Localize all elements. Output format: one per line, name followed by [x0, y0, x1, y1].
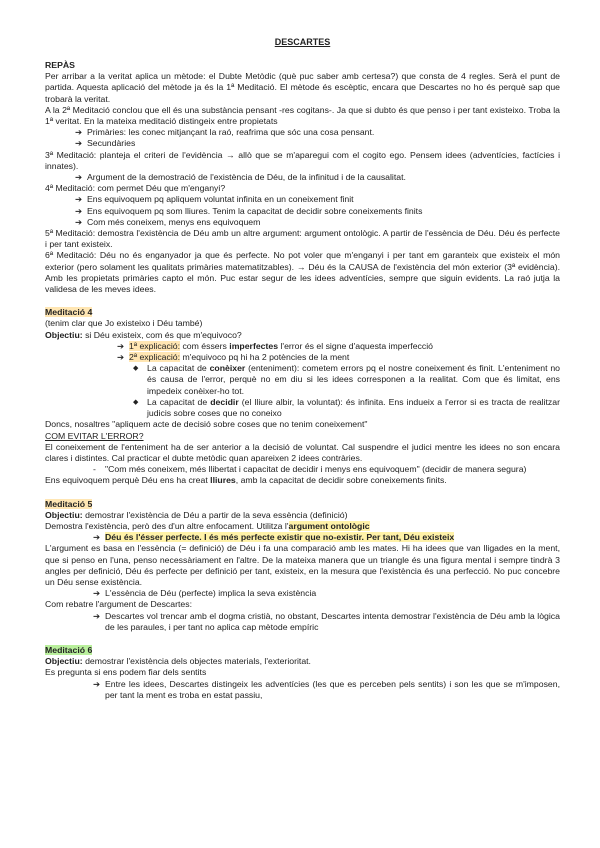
m4-paragraph: Doncs, nosaltres "apliquem acte de decisió sobre coses que no tenim coneixement" [45, 419, 368, 430]
bullet-item: ➔ Ens equivoquem pq apliquem voluntat infinita en un coneixement finit [75, 194, 354, 205]
document-page [45, 36, 560, 701]
diamond-icon: ◆ [133, 365, 139, 373]
m4-paragraph: El coneixement de l'enteniment ha de ser anterior a la decisió de voluntat. Cal suspendre el judici mentre les idees no son encara clares i distintes. Cal practicar el dubte metòdic quan apareixen 2 idees contràries. [45, 441, 560, 463]
m5-objective: Objectiu: demostrar l'existència de Déu a partir de la seva essència (definició) [45, 509, 348, 520]
repas-paragraph: 4ª Meditació: com permet Déu que m'enganyi? [45, 183, 226, 194]
section-heading-m6: Meditació 6 [45, 644, 93, 655]
sub-bullet-item: ◆ La capacitat de decidir (el lliure albir, la voluntat): és infinita. Ens indueix a l'error si es tracta de realitzar judicis sobre coses que no coneixo [133, 396, 560, 419]
arrow-icon: ➔ [117, 352, 125, 363]
bullet-item: ➔ Secundàries [75, 138, 136, 149]
m6-objective: Objectiu: demostrar l'existència dels objectes materials, l'exterioritat. [45, 656, 311, 667]
m6-paragraph: Es pregunta si ens podem fiar dels sentits [45, 667, 207, 678]
page-title: DESCARTES [274, 37, 331, 47]
bullet-item: ➔ Argument de la demostració de l'existència de Déu, de la infinitud i de la causalitat. [75, 172, 406, 183]
repas-paragraph: Per arribar a la veritat aplica un mètode: el Dubte Metòdic (què puc saber amb certesa?) que consta de 4 regles. Serà el punt de partida. Aquesta aplicació del mètode ja és la 1ª Meditació. El mètode és escèptic, encara que Descartes no ho és perquè sap que trobarà la veritat. [45, 71, 560, 104]
arrow-icon: ➔ [75, 205, 83, 216]
repas-paragraph: 3ª Meditació: planteja el criteri de l'evidència → allò que se m'aparegui com el cogito ego. Pensem idees (adventícies, factícies i innates). [45, 149, 560, 171]
bullet-item: ➔ Descartes vol trencar amb el dogma cristià, no obstant, Descartes intenta demostrar l'existència de Déu amb la lògica de les paraules, i per tant no aplica cap mètode empíric [93, 610, 560, 632]
bullet-item: ➔ 2ª explicació: m'equivoco pq hi ha 2 potències de la ment [117, 352, 350, 363]
arrow-icon: ➔ [93, 532, 101, 543]
m4-paragraph: Ens equivoquem perquè Déu ens ha creat lliures, amb la capacitat de decidir sobre coneixements finits. [45, 475, 447, 486]
arrow-icon: ➔ [75, 172, 83, 183]
section-heading-m4: Meditació 4 [45, 307, 93, 318]
bullet-item: ➔ Ens equivoquem pq som lliures. Tenim la capacitat de decidir sobre coneixements finits [75, 205, 423, 216]
m5-paragraph: Demostra l'existència, però des d'un altre enfocament. Utilitza l'argument ontològic [45, 520, 370, 531]
bullet-item: ➔ Com més coneixem, menys ens equivoquem [75, 216, 261, 227]
bullet-item: ➔ Entre les idees, Descartes distingeix les adventícies (les que es perceben pels sentits) i son les que se m'imposen, per tant la ment es troba en estat passiu, [93, 678, 560, 700]
bullet-item: ➔ 1ª explicació: com éssers imperfectes l'error és el signe d'aquesta imperfecció [117, 340, 434, 351]
arrow-icon: ➔ [75, 138, 83, 149]
arrow-icon: ➔ [75, 216, 83, 227]
arrow-icon: ➔ [93, 678, 101, 689]
repas-paragraph: 6ª Meditació: Déu no és enganyador ja que és perfecte. No pot voler que m'enganyi i per tant em garanteix que existeix el món exterior (pero solament les qualitats primàries matematitzables). → Déu és la CAUSA de l'existència del món exterior (3ª evidència). Amb les propietats primàries capto el món. Puc estar segur de les idees adventícies, sempre que siguin evidents. La raó jutja la validesa de les meves idees. [45, 250, 560, 295]
arrow-icon: ➔ [93, 588, 101, 599]
bullet-item: ➔ Primàries: les conec mitjançant la raó, reafrima que sóc una cosa pensant. [75, 127, 375, 138]
repas-paragraph: 5ª Meditació: demostra l'existència de Déu amb un altre argument: argument ontològic. A partir de l'essència de Déu. Déu és perfecte i per tant existeix. [45, 228, 560, 250]
repas-paragraph: A la 2ª Meditació conclou que ell és una substància pensant -res cogitans-. Ja que si dubto és que penso i per tant existeixo. Troba la 1ª veritat. En la mateixa meditació distingeix entre propietats [45, 104, 560, 127]
repas-heading: REPÀS [45, 60, 75, 70]
m4-objective: Objectiu: si Déu existeix, com és que m'equivoco? [45, 329, 242, 340]
bullet-item: ➔ Déu és l'ésser perfecte. I és més perfecte existir que no-existir. Per tant, Déu existeix [93, 532, 455, 543]
arrow-icon: ➔ [75, 194, 83, 205]
section-heading-m5: Meditació 5 [45, 498, 93, 509]
arrow-icon: ➔ [117, 340, 125, 351]
dash-icon: - [93, 464, 96, 475]
arrow-icon: ➔ [93, 610, 101, 621]
m4-subtitle: (tenim clar que Jo existeixo i Déu també) [45, 318, 203, 329]
diamond-icon: ◆ [133, 398, 139, 406]
arrow-icon: ➔ [75, 127, 83, 138]
bullet-item: ➔ L'essència de Déu (perfecte) implica la seva existència [93, 588, 317, 599]
m5-paragraph: Com rebatre l'argument de Descartes: [45, 599, 192, 610]
dash-item: - "Com més coneixem, més llibertat i capacitat de decidir i menys ens equivoquem" (decidir de manera segura) [93, 464, 527, 475]
sub-bullet-item: ◆ La capacitat de conèixer (enteniment): cometem errors pq el nostre coneixement és finit. L'enteniment no és causa de l'error, perquè no em diu si les idees corresponen a la realitat. Com que és limitat, ens impedeix conèixer-ho tot. [133, 363, 560, 396]
m5-paragraph: L'argument es basa en l'essència (= definició) de Déu i fa una comparació amb les mates. Hi ha idees que van lligades en la ment, que si penso en l'una, penso necessàriament en l'altre. De la mateixa manera que un triangle és una figura mental i sempre tindrà 3 angles per definició, Déu és perfecte per definició per tant, existeix, en la mesura que l'existència és una perfecció. No puc concebre un Déu sense existència. [45, 543, 560, 587]
m4-subheading: COM EVITAR L'ERROR? [45, 430, 144, 441]
